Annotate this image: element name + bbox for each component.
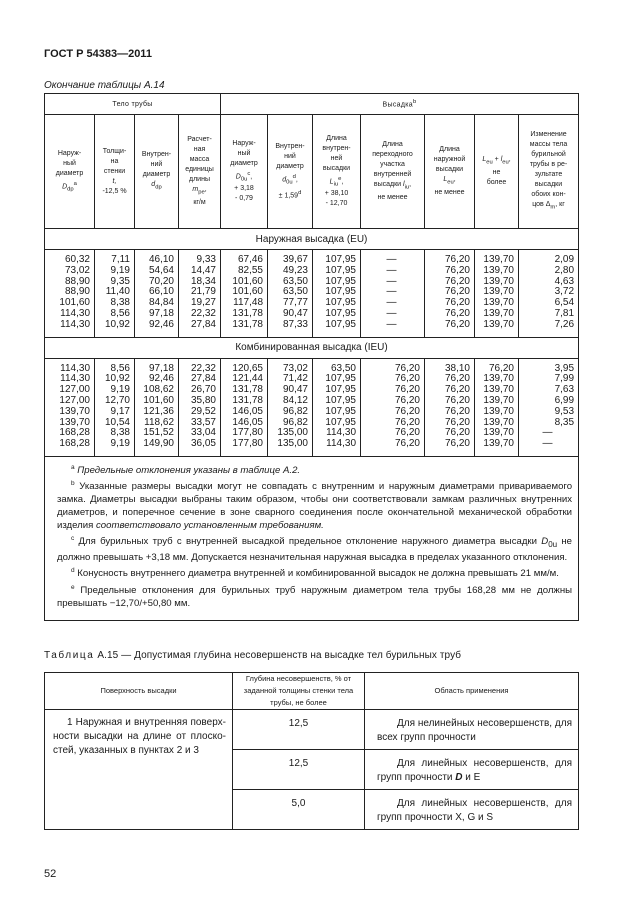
table-cell-value: 33,04	[190, 427, 216, 439]
table-cell-value: 2,09	[554, 254, 575, 265]
table-cell-value: 9,33	[196, 254, 216, 265]
table-cell-value: 97,18	[148, 362, 174, 374]
col-header-transition-length: Длина переходного участка внутренней высадки $l_{iu}$, не менее	[361, 115, 425, 229]
table-cell-value: 108,62	[143, 384, 174, 396]
table-a15	[44, 672, 579, 830]
table-cell-value: 9,17	[110, 405, 130, 417]
table-cell-value: 9,53	[554, 405, 575, 417]
table-cell-value: 107,95	[325, 307, 356, 319]
data-column-cell	[268, 250, 313, 338]
table-cell-value: 101,60	[232, 275, 263, 287]
table-cell-value: 139,70	[483, 438, 514, 450]
data-column-cell	[221, 250, 268, 338]
group-header-upset: Высадка$^b$	[221, 94, 579, 115]
table-cell-value: 168,28	[59, 438, 90, 450]
table-cell-value: 36,05	[190, 438, 216, 450]
table-cell-value: 118,62	[144, 416, 174, 428]
table-cell-value: 88,90	[64, 275, 90, 287]
table-cell-value: 131,78	[232, 318, 263, 330]
table-cell-value: 27,84	[190, 373, 216, 385]
table-cell-value: —	[386, 318, 397, 330]
data-column-cell	[45, 358, 95, 456]
table-cell-value: 139,70	[483, 394, 514, 406]
col-header-wall-thickness: Толщи- на стенки t, -12,5 %	[95, 115, 135, 229]
data-column-cell	[179, 250, 221, 338]
depth-cell: 12,5	[233, 750, 365, 790]
depth-cell: 5,0	[233, 790, 365, 830]
table-cell-value: 107,95	[325, 318, 356, 330]
table-cell-value: 7,81	[554, 307, 575, 319]
data-column-cell	[519, 250, 579, 338]
col-header-external-upset-length: Длина наружной высадки $L_{eu}$, не менее	[425, 115, 475, 229]
table-cell-value: 77,77	[282, 297, 308, 309]
table-cell-value: 139,70	[483, 373, 514, 385]
depth-cell: 12,5	[233, 710, 365, 750]
table-cell-value: —	[542, 427, 553, 439]
table-cell-value: 76,20	[394, 416, 420, 428]
table-cell-value: 3,95	[554, 362, 575, 374]
table-cell-value: 76,20	[394, 405, 420, 417]
table-cell-value: 139,70	[483, 264, 514, 276]
table-cell-value: 90,47	[282, 384, 308, 396]
table-cell-value: 76,20	[444, 318, 470, 330]
table-cell-value: 168,28	[59, 427, 90, 439]
table-cell-value: 10,92	[104, 373, 130, 385]
table-cell-value: 9,35	[110, 275, 130, 287]
table-cell-value: 114,30	[326, 438, 356, 450]
table-cell-value: 107,95	[325, 373, 356, 385]
table-a14-ieu-rows	[45, 358, 579, 456]
table-cell-value: 10,92	[104, 318, 130, 330]
table-cell-value: 139,70	[483, 405, 514, 417]
table-cell-value: 49,23	[282, 264, 308, 276]
table-cell-value: 121,44	[232, 373, 263, 385]
table-cell-value: 22,32	[190, 362, 216, 374]
table-cell-value: —	[386, 286, 397, 298]
table-cell-value: 107,95	[325, 384, 356, 396]
table-cell-value: 107,95	[325, 254, 356, 265]
table-cell-value: 11,40	[105, 286, 130, 298]
col-header-sum-length: $L_{eu} + l_{eu}$, не более	[475, 115, 519, 229]
data-column-cell	[135, 250, 179, 338]
table-cell-value: 177,80	[232, 427, 263, 439]
table-cell-value: 96,82	[282, 405, 308, 417]
table-cell-value: 63,50	[330, 362, 356, 374]
col-header-outer-diameter: Наруж- ный диаметр $D_{dp}^a$	[45, 115, 95, 229]
table-cell-value: 131,78	[232, 307, 263, 319]
table-cell-value: 121,36	[143, 405, 174, 417]
footnote-e: $^e$ Предельные отклонения для бурильных труб наружным диаметром тела трубы 168,28 мм не должны превышать −12,70/+50,80 мм.	[57, 583, 573, 609]
table-cell-value: 10,54	[104, 416, 130, 428]
table-cell-value: 76,20	[488, 362, 514, 374]
table-cell-value: 84,84	[148, 297, 174, 309]
table-cell-value: 135,00	[277, 438, 308, 450]
table-cell-value: 107,95	[325, 416, 356, 428]
table-cell-value: 107,95	[325, 286, 356, 298]
table-cell-value: 131,78	[232, 384, 263, 396]
table-cell-value: 139,70	[59, 416, 90, 428]
table-row	[45, 710, 579, 750]
data-column-cell	[135, 358, 179, 456]
table-cell-value: 139,70	[483, 318, 514, 330]
document-header: ГОСТ Р 54383—2011	[44, 48, 152, 60]
table-cell-value: 29,52	[190, 405, 216, 417]
table-cell-value: 76,20	[444, 405, 470, 417]
data-column-cell	[95, 250, 135, 338]
table-cell-value: 3,72	[554, 286, 575, 298]
table-cell-value: 76,20	[444, 384, 470, 396]
table-cell-value: 87,33	[282, 318, 308, 330]
table-cell-value: 146,05	[232, 416, 263, 428]
table-cell-value: 117,48	[233, 297, 263, 309]
table-cell-value: 146,05	[232, 405, 263, 417]
table-cell-value: 14,47	[190, 264, 216, 276]
table-cell-value: 73,02	[282, 362, 308, 374]
table-cell-value: 139,70	[483, 297, 514, 309]
data-column-cell	[361, 358, 425, 456]
table-cell-value: 6,99	[554, 394, 575, 406]
table-cell-value: 7,99	[554, 373, 575, 385]
data-column-cell	[425, 250, 475, 338]
table-cell-value: 151,52	[143, 427, 174, 439]
table-cell-value: 114,30	[60, 307, 90, 319]
table-a14	[44, 93, 579, 621]
table-cell-value: 46,10	[148, 254, 174, 265]
table-cell-value: 101,60	[232, 286, 263, 298]
table-cell-value: 76,20	[444, 297, 470, 309]
table-cell-value: 139,70	[483, 307, 514, 319]
data-column-cell	[361, 250, 425, 338]
table-cell-value: 9,19	[110, 264, 130, 276]
footnote-d: $^d$ Конусность внутреннего диаметра внутренней и комбинированной высадок не должна превышать 21 мм/м.	[71, 567, 559, 580]
table-cell-value: 76,20	[394, 438, 420, 450]
table-cell-value: 139,70	[483, 427, 514, 439]
table-cell-value: 7,63	[554, 384, 575, 396]
col-header-mass-change: Изменение массы тела бурильной трубы в ре- зультате высадки обоих кон- цов $\Delta_m$, кг	[519, 115, 579, 229]
table-cell-value: —	[386, 275, 397, 287]
table-cell-value: 114,30	[60, 373, 90, 385]
table-cell-value: 22,32	[190, 307, 216, 319]
table-cell-value: 26,70	[190, 384, 216, 396]
table-cell-value: 76,20	[444, 373, 470, 385]
application-cell: Для линейных несовершенств, для групп прочности D и E	[365, 750, 579, 790]
application-cell: Для нелинейных несовершенств, для всех групп прочности	[365, 710, 579, 750]
col-header-upset-surface: Поверхность высадки	[45, 673, 233, 710]
table-cell-value: 76,20	[394, 373, 420, 385]
surface-cell: 1 Наружная и внутренняя поверхности высадки на длине от плоскостей, указанных в пунктах 2 и 3	[45, 710, 233, 830]
data-column-cell	[475, 358, 519, 456]
table-cell-value: 76,20	[444, 254, 470, 265]
table-cell-value: 114,30	[326, 427, 356, 439]
page-number: 52	[44, 868, 57, 880]
data-column-cell	[519, 358, 579, 456]
table-cell-value: 9,19	[110, 384, 130, 396]
footnote-c: $^c$ Для бурильных труб с внутренней высадкой предельное отклонение наружного диаметра высадки $D_{0u}$ не должно превышать +3,18 мм. Допускается незначительная наружная высадка в пределах указанного отклонения.	[57, 535, 573, 564]
table-a14-footnotes	[45, 456, 579, 620]
col-header-internal-upset-length: Длина внутрен- ней высадки $L_{iu}^e$, + 38,10 - 12,70	[313, 115, 361, 229]
table-cell-value: 127,00	[59, 384, 90, 396]
table-cell-value: 4,63	[554, 275, 575, 287]
table-cell-value: 107,95	[325, 405, 356, 417]
table-cell-value: 76,20	[444, 416, 470, 428]
table-cell-value: 120,65	[232, 362, 263, 374]
table-cell-value: 7,26	[554, 318, 575, 330]
table-cell-value: 18,34	[190, 275, 216, 287]
table-cell-value: 76,20	[394, 394, 420, 406]
table-cell-value: 76,20	[444, 275, 470, 287]
application-cell: Для линейных несовершенств, для групп прочности X, G и S	[365, 790, 579, 830]
table-cell-value: 76,20	[394, 427, 420, 439]
table-cell-value: 76,20	[444, 264, 470, 276]
table-cell-value: 84,12	[282, 394, 308, 406]
data-column-cell	[45, 250, 95, 338]
table-cell-value: 135,00	[277, 427, 308, 439]
table-cell-value: —	[386, 307, 397, 319]
table-cell-value: 70,20	[148, 275, 174, 287]
table-cell-value: 139,70	[483, 286, 514, 298]
table-cell-value: 114,30	[60, 318, 90, 330]
table-cell-value: 107,95	[325, 264, 356, 276]
table-cell-value: 76,20	[444, 307, 470, 319]
table-cell-value: 107,95	[325, 394, 356, 406]
table-cell-value: 177,80	[232, 438, 263, 450]
table-cell-value: 76,20	[444, 427, 470, 439]
table-cell-value: 66,10	[148, 286, 174, 298]
table-cell-value: 35,80	[190, 394, 216, 406]
table-cell-value: —	[542, 438, 553, 450]
data-column-cell	[313, 358, 361, 456]
data-column-cell	[313, 250, 361, 338]
col-header-mass-per-length: Расчет- ная масса единицы длины $m_{ре}$, кг/м	[179, 115, 221, 229]
data-column-cell	[475, 250, 519, 338]
table-cell-value: 101,60	[143, 394, 174, 406]
table-cell-value: 96,82	[282, 416, 308, 428]
table-cell-value: 107,95	[325, 275, 356, 287]
table-cell-value: 67,46	[237, 254, 263, 265]
table-cell-value: 63,50	[282, 275, 308, 287]
table-cell-value: 76,20	[444, 394, 470, 406]
table-cell-value: 63,50	[282, 286, 308, 298]
table-cell-value: 2,80	[554, 264, 575, 276]
table-cell-value: 60,32	[64, 254, 90, 265]
table-cell-value: 76,20	[444, 286, 470, 298]
table-cell-value: 88,90	[64, 286, 90, 298]
col-header-imperfection-depth: Глубина несовершенств, % от заданной толщины стенки тела трубы, не более	[233, 673, 365, 710]
data-column-cell	[95, 358, 135, 456]
table-cell-value: 97,18	[148, 307, 174, 319]
table-cell-value: 131,78	[232, 394, 263, 406]
table-cell-value: 19,27	[190, 297, 216, 309]
table-cell-value: 139,70	[59, 405, 90, 417]
table-cell-value: 27,84	[190, 318, 216, 330]
data-column-cell	[179, 358, 221, 456]
table-a15-caption: Таблица А.15 — Допустимая глубина несовершенств на высадке тел бурильных труб	[44, 650, 462, 661]
table-cell-value: 92,46	[148, 373, 174, 385]
table-cell-value: 6,54	[554, 297, 575, 309]
table-cell-value: 8,35	[554, 416, 575, 428]
table-cell-value: 92,46	[148, 318, 174, 330]
table-cell-value: 139,70	[483, 416, 514, 428]
table-cell-value: 39,67	[282, 254, 308, 265]
table-cell-value: 8,38	[110, 297, 130, 309]
table-cell-value: 8,38	[110, 427, 130, 439]
table-cell-value: 82,55	[237, 264, 263, 276]
table-cell-value: 101,60	[59, 297, 90, 309]
table-a14-eu-rows	[45, 250, 579, 338]
table-cell-value: 33,57	[190, 416, 216, 428]
table-cell-value: 73,02	[64, 264, 90, 276]
col-header-application-area: Область применения	[365, 673, 579, 710]
table-cell-value: 38,10	[444, 362, 470, 374]
table-cell-value: —	[386, 264, 397, 276]
col-header-upset-outer-diameter: Наруж- ный диаметр $D_{0u}^c$, + 3,18 - 0,79	[221, 115, 268, 229]
table-cell-value: 8,56	[110, 307, 130, 319]
table-cell-value: 127,00	[59, 394, 90, 406]
table-cell-value: 149,90	[143, 438, 174, 450]
table-cell-value: 139,70	[483, 254, 514, 265]
table-a14-caption: Окончание таблицы А.14	[44, 80, 165, 91]
table-cell-value: 21,79	[190, 286, 216, 298]
col-header-inner-diameter: Внутрен- ний диаметр $d_{dp}$	[135, 115, 179, 229]
table-cell-value: 107,95	[325, 297, 356, 309]
table-cell-value: 90,47	[282, 307, 308, 319]
table-cell-value: 114,30	[60, 362, 90, 374]
section-title-ieu: Комбинированная высадка (IEU)	[45, 337, 579, 358]
section-title-eu: Наружная высадка (EU)	[45, 229, 579, 250]
group-header-body: Тело трубы	[45, 94, 221, 115]
col-header-upset-inner-diameter: Внутрен- ний диаметр $d_{0u}^d$, ± 1,59$^d$	[268, 115, 313, 229]
table-cell-value: 139,70	[483, 275, 514, 287]
table-cell-value: —	[386, 254, 397, 265]
table-cell-value: 76,20	[394, 384, 420, 396]
data-column-cell	[221, 358, 268, 456]
data-column-cell	[268, 358, 313, 456]
table-cell-value: 76,20	[444, 438, 470, 450]
table-cell-value: 7,11	[111, 254, 130, 265]
table-cell-value: 12,70	[104, 394, 130, 406]
table-cell-value: —	[386, 297, 397, 309]
table-cell-value: 139,70	[483, 384, 514, 396]
table-cell-value: 71,42	[282, 373, 308, 385]
table-cell-value: 9,19	[110, 438, 130, 450]
data-column-cell	[425, 358, 475, 456]
table-cell-value: 54,64	[148, 264, 174, 276]
table-cell-value: 76,20	[394, 362, 420, 374]
table-cell-value: 8,56	[110, 362, 130, 374]
footnote-b: $^b$ Указанные размеры высадки могут не совпадать с внутренним и наружным диаметрами привариваемого замка. Диаметры высадки выбраны таким образом, чтобы они соответствовали замкам различных внутренних диаметров, и поперечное сечение в зоне сварного соединения после окончательной механической обработки изделия соответствовало установленным требованиям.	[57, 480, 573, 532]
footnote-a: $^a$ Предельные отклонения указаны в таблице А.2.	[71, 463, 301, 477]
